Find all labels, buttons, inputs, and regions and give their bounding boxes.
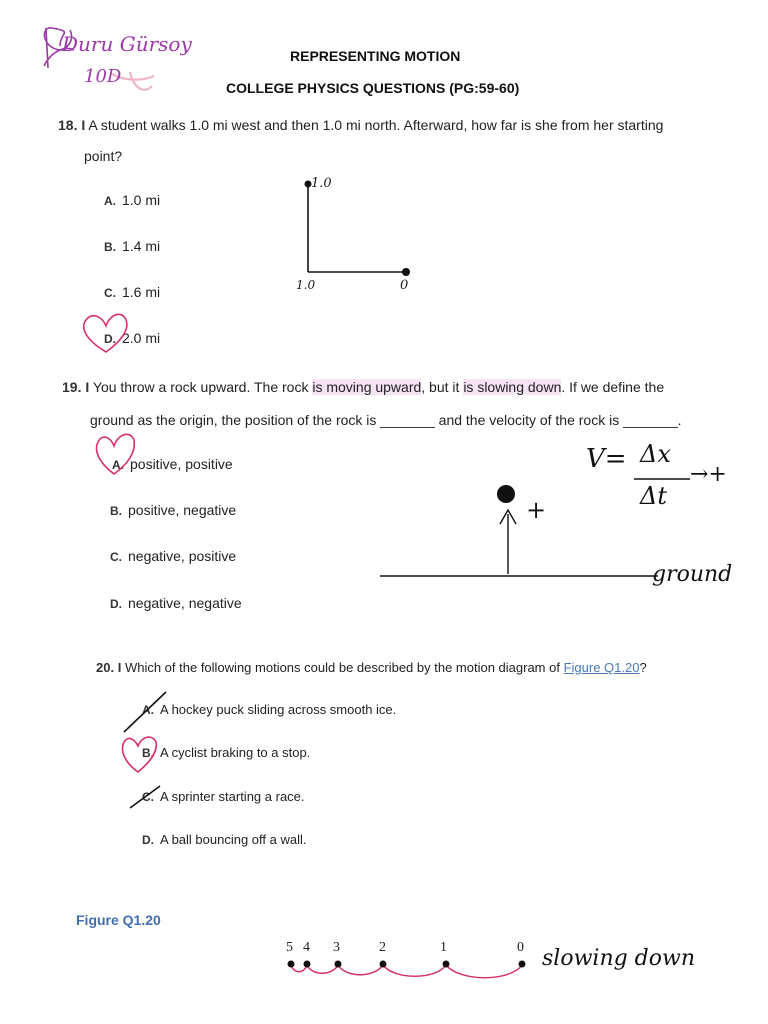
q18-option-b[interactable] [104, 238, 160, 254]
q18-text-line1 [58, 115, 663, 135]
figure-dot-label: 1 [440, 940, 447, 955]
q20-option-b[interactable] [142, 745, 310, 760]
q19-text-part: , but it [421, 379, 464, 395]
q19-option-text: negative, negative [128, 595, 242, 611]
q19-rock-sketch [376, 480, 666, 584]
q18-sketch-top-label: 1.0 [311, 176, 332, 191]
q19-option-letter: C. [110, 550, 122, 564]
q19-option-text: positive, positive [130, 456, 233, 472]
q20-text [96, 658, 647, 678]
q20-option-c[interactable] [142, 789, 305, 804]
q19-note-ground: ground [652, 562, 733, 587]
q18-text: A student walks 1.0 mi west and then 1.0 mi north. Afterward, how far is she from her starting [88, 117, 664, 133]
q18-option-letter: D. [104, 332, 116, 346]
q19-note-dx: Δx [640, 440, 671, 468]
q18-option-letter: B. [104, 240, 116, 254]
figure-link[interactable]: Figure Q1.20 [563, 660, 640, 675]
heart-mark-icon [76, 306, 136, 358]
figure-dot-label: 4 [303, 940, 310, 955]
q19-option-letter: A. [112, 458, 124, 472]
page-title: REPRESENTING MOTION [290, 48, 461, 64]
q20-option-letter: C. [142, 790, 154, 804]
q19-note-dt: Δt [640, 482, 667, 510]
heart-mark-icon [116, 730, 162, 776]
q19-option-letter: B. [110, 504, 122, 518]
figure-dot-label: 0 [517, 940, 524, 955]
page-subtitle: COLLEGE PHYSICS QUESTIONS (PG:59-60) [226, 80, 520, 96]
q19-highlight-moving: is moving upward [312, 379, 422, 395]
q19-note-plus: + [526, 496, 547, 524]
q19-option-letter: D. [110, 597, 122, 611]
q20-option-letter: B. [142, 746, 154, 760]
q19-option-text: positive, negative [128, 502, 237, 518]
q19-option-text: negative, positive [128, 548, 237, 564]
q20-option-text: A sprinter starting a race. [160, 789, 305, 804]
q19-text-line2: ground as the origin, the position of the rock is _______ and the velocity of the rock is _______. [90, 412, 682, 428]
q19-option-c[interactable] [110, 548, 236, 564]
q19-text-part: You throw a rock upward. The rock [92, 379, 313, 395]
q18-option-c[interactable] [104, 284, 160, 300]
q18-option-a[interactable] [104, 192, 160, 208]
heart-mark-icon [90, 428, 140, 480]
q20-option-letter: D. [142, 833, 154, 847]
signature-class: 10D [84, 66, 122, 87]
figure-note: slowing down [542, 946, 696, 971]
q20-option-d[interactable] [142, 832, 306, 847]
q20-option-text: A cyclist braking to a stop. [160, 745, 311, 760]
q18-sketch-origin-label: 0 [400, 278, 409, 293]
strike-mark-icon [118, 688, 172, 736]
motion-diagram [270, 952, 540, 992]
q18-sketch-left-label: 1.0 [296, 278, 316, 292]
q19-text-line1 [62, 377, 664, 397]
q20-number: 20. [96, 660, 115, 675]
q18-option-text: 1.4 mi [122, 238, 161, 254]
q19-marker: I [85, 379, 90, 395]
q18-option-letter: C. [104, 286, 116, 300]
q18-option-text: 1.6 mi [122, 284, 161, 300]
q18-option-letter: A. [104, 194, 116, 208]
figure-dot-label: 3 [333, 940, 340, 955]
q19-note-arrow: →+ [690, 462, 727, 487]
figure-dot-label: 5 [286, 940, 293, 955]
q20-question-end: ? [639, 660, 647, 675]
q20-option-text: A ball bouncing off a wall. [160, 832, 307, 847]
q19-number: 19. [62, 379, 82, 395]
q19-option-b[interactable] [110, 502, 236, 518]
q18-number: 18. [58, 117, 78, 133]
q19-highlight-slowing: is slowing down [463, 379, 562, 395]
q18-text-line2: point? [84, 148, 123, 164]
q20-option-a[interactable] [142, 702, 396, 717]
q19-note-v: V= [586, 444, 627, 474]
figure-title: Figure Q1.20 [76, 912, 161, 928]
figure-dot-label: 2 [379, 940, 386, 955]
q20-option-letter: A. [142, 703, 154, 717]
q19-option-d[interactable] [110, 595, 242, 611]
q20-option-text: A hockey puck sliding across smooth ice. [160, 702, 397, 717]
q19-text-part: . If we define the [561, 379, 665, 395]
signature-name: Duru Gürsoy [62, 32, 192, 56]
q18-option-text: 1.0 mi [122, 192, 161, 208]
q18-marker: I [81, 117, 86, 133]
strike-mark-icon [126, 782, 166, 812]
q20-marker: I [117, 660, 122, 675]
q18-option-text: 2.0 mi [122, 330, 161, 346]
q20-question: Which of the following motions could be described by the motion diagram of [124, 660, 560, 675]
